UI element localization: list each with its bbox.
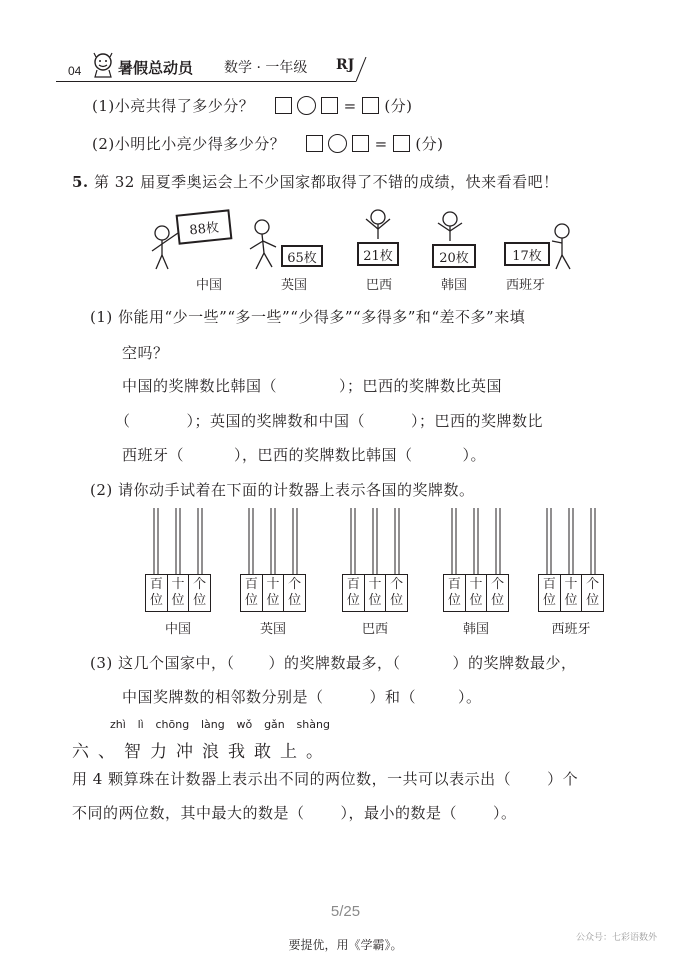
place-suffix: 位 (469, 593, 483, 608)
place-suffix: 位 (447, 593, 461, 608)
place-name: 百 (244, 577, 258, 592)
answer-box[interactable] (306, 135, 323, 152)
q4-sub1: (1)小亮共得了多少分？ = (分) (92, 97, 413, 115)
place-name: 十 (266, 577, 280, 592)
q5-sub2-text: (2) 请你动手试着在下面的计数器上表示各国的奖牌数。 (90, 481, 475, 499)
mascot-logo-icon (92, 52, 114, 78)
place-value-cell (365, 575, 387, 611)
place-name: 百 (542, 577, 556, 592)
place-value-cell (444, 575, 466, 611)
watermark: 公众号：七彩语数外 (576, 933, 658, 943)
place-suffix: 位 (564, 593, 578, 608)
place-suffix: 位 (542, 593, 556, 608)
medal-sign: 65枚 (281, 245, 323, 267)
place-suffix: 位 (491, 593, 505, 608)
country-label: 西班牙 (506, 278, 546, 293)
place-suffix: 位 (193, 593, 207, 608)
abacus-country-label: 英国 (259, 622, 286, 637)
place-suffix: 位 (288, 593, 302, 608)
abacus-counter[interactable] (145, 508, 211, 638)
subject-grade: 数学 · 一年级 (224, 60, 308, 76)
operator-circle[interactable] (328, 134, 347, 153)
operator-circle[interactable] (297, 96, 316, 115)
place-name: 个 (288, 577, 302, 592)
sec6-line1: 用 4 颗算珠在计数器上表示出不同的两位数，一共可以表示出（ ）个 (72, 770, 579, 788)
place-suffix: 位 (244, 593, 258, 608)
abacus-counter[interactable] (240, 508, 306, 638)
place-value-cell (487, 575, 508, 611)
abacus-country-label: 中国 (164, 622, 191, 637)
q5-sub1-line1: (1) 你能用“少一些”“多一些”“少得多”“多得多”和“差不多”来填 (90, 308, 526, 326)
place-name: 百 (447, 577, 461, 592)
place-value-cell (146, 575, 168, 611)
country-label: 中国 (196, 278, 223, 293)
place-value-cell (284, 575, 305, 611)
place-suffix: 位 (149, 593, 163, 608)
answer-box[interactable] (321, 97, 338, 114)
abacus-base (240, 574, 306, 612)
abacus-base (145, 574, 211, 612)
edition-code: RJ (336, 57, 355, 73)
answer-box[interactable] (275, 97, 292, 114)
abacus-counter[interactable] (443, 508, 509, 638)
place-value-cell (189, 575, 210, 611)
abacus-country-label: 西班牙 (551, 622, 591, 637)
abacus-base (538, 574, 604, 612)
brand-title: 暑假总动员 (118, 59, 194, 77)
country-label: 韩国 (441, 278, 468, 293)
q5-sub3-line2: 中国奖牌数的相邻数分别是（ ）和（ ）。 (122, 688, 482, 706)
abacus-rods (538, 508, 604, 574)
q5-sub1-line2: 空吗？ (122, 344, 169, 362)
medal-sign: 21枚 (357, 242, 399, 266)
place-value-cell (466, 575, 488, 611)
country-label: 巴西 (366, 278, 393, 293)
place-value-cell (539, 575, 561, 611)
q4-sub2: (2)小明比小亮少得多少分？ = (分) (92, 135, 444, 153)
abacus-base (443, 574, 509, 612)
medal-sign: 20枚 (432, 244, 476, 268)
place-value-cell (263, 575, 285, 611)
abacus-rods (240, 508, 306, 574)
place-name: 个 (390, 577, 404, 592)
header-tab-corner (356, 57, 370, 82)
place-name: 百 (346, 577, 360, 592)
place-name: 个 (193, 577, 207, 592)
abacus-rods (145, 508, 211, 574)
page-indicator: 5/25 (330, 903, 361, 920)
place-suffix: 位 (586, 593, 600, 608)
medal-sign: 17枚 (504, 242, 550, 266)
answer-box[interactable] (393, 135, 410, 152)
place-value-cell (168, 575, 190, 611)
place-suffix: 位 (171, 593, 185, 608)
place-name: 十 (469, 577, 483, 592)
country-label: 英国 (281, 278, 308, 293)
abacus-rods (443, 508, 509, 574)
place-value-cell (582, 575, 603, 611)
abacus-country-label: 韩国 (462, 622, 489, 637)
place-value-cell (241, 575, 263, 611)
page-number-header: 04 (68, 64, 82, 78)
place-name: 十 (564, 577, 578, 592)
place-value-cell (343, 575, 365, 611)
q5-sub1-line3: 中国的奖牌数比韩国（ ）；巴西的奖牌数比英国 (122, 377, 503, 395)
abacus-rods (342, 508, 408, 574)
sec6-line2: 不同的两位数，其中最大的数是（ ），最小的数是（ ）。 (72, 804, 517, 822)
answer-box[interactable] (362, 97, 379, 114)
place-value-cell (386, 575, 407, 611)
sec6-heading: 六、智力冲浪我敢上。 (72, 742, 332, 762)
abacus-counter[interactable] (538, 508, 604, 638)
q5-sub1-line4: （ ）；英国的奖牌数和中国（ ）；巴西的奖牌数比 (115, 412, 544, 430)
place-value-cell (561, 575, 583, 611)
place-name: 个 (491, 577, 505, 592)
place-suffix: 位 (390, 593, 404, 608)
abacus-base (342, 574, 408, 612)
medal-sign: 88枚 (176, 209, 233, 244)
answer-box[interactable] (352, 135, 369, 152)
place-name: 十 (171, 577, 185, 592)
place-suffix: 位 (266, 593, 280, 608)
place-name: 个 (586, 577, 600, 592)
place-name: 百 (149, 577, 163, 592)
abacus-country-label: 巴西 (361, 622, 388, 637)
place-name: 十 (368, 577, 382, 592)
sec6-pinyin: zhì lì chōng làng wǒ gǎn shàng (110, 718, 330, 731)
place-suffix: 位 (346, 593, 360, 608)
header-divider (56, 81, 356, 82)
abacus-counter[interactable] (342, 508, 408, 638)
q5-sub1-line5: 西班牙（ ），巴西的奖牌数比韩国（ ）。 (122, 446, 487, 464)
q5-sub3-line1: (3) 这几个国家中，（ ）的奖牌数最多，（ ）的奖牌数最少， (90, 654, 577, 672)
place-suffix: 位 (368, 593, 382, 608)
q5-title: 5. 第 32 届夏季奥运会上不少国家都取得了不错的成绩，快来看看吧！ (72, 173, 559, 191)
footer-slogan: 要提优，用《学霸》。 (288, 938, 403, 952)
